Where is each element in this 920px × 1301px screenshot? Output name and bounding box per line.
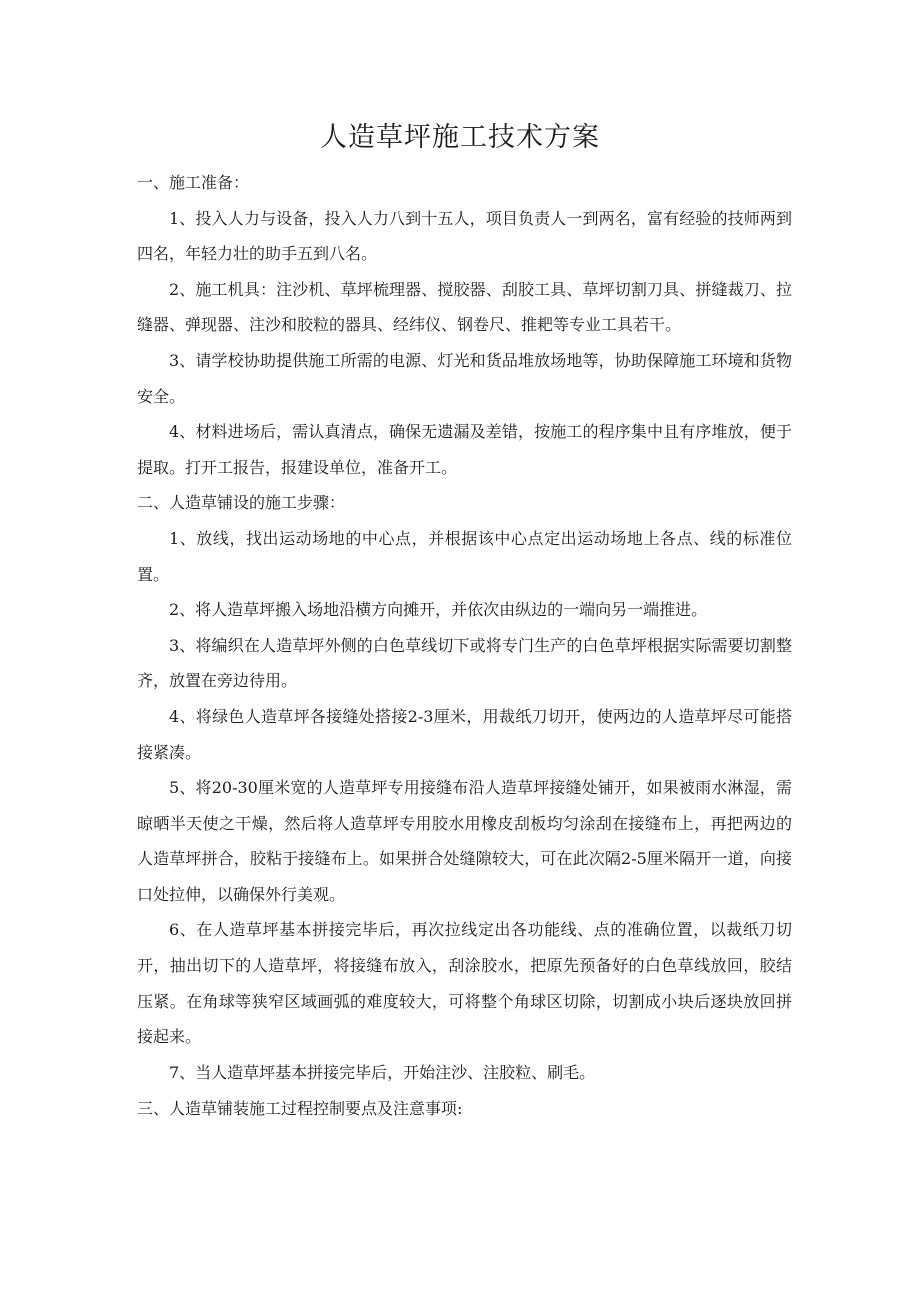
paragraph: 2、将人造草坪搬入场地沿横方向摊开，并依次由纵边的一端向另一端推进。	[169, 600, 708, 620]
paragraph: 4、材料进场后，需认真清点，确保无遗漏及差错，按施工的程序集中且有序堆放，便于提取。打开工报告，报建设单位，准备开工。	[137, 422, 792, 477]
paragraph: 7、当人造草坪基本拼接完毕后，开始注沙、注胶粒、刷毛。	[169, 1062, 596, 1082]
paragraph: 3、将编织在人造草坪外侧的白色草线切下或将专门生产的白色草坪根据实际需要切割整齐，放置在旁边待用。	[137, 635, 792, 691]
paragraph: 1、投入人力与设备，投入人力八到十五人，项目负责人一到两名，富有经验的技师两到四名，年轻力壮的助手五到八名。	[137, 208, 792, 264]
paragraph: 4、将绿色人造草坪各接缝处搭接2-3厘米，用裁纸刀切开，使两边的人造草坪尽可能搭接紧凑。	[137, 706, 792, 762]
document-title: 人造草坪施工技术方案	[320, 122, 600, 153]
section-heading: 三、人造草铺装施工过程控制要点及注意事项:	[137, 1099, 463, 1119]
paragraph: 5、将20-30厘米宽的人造草坪专用接缝布沿人造草坪接缝处铺开，如果被雨水淋湿，需晾晒半天使之干燥，然后将人造草坪专用胶水用橡皮刮板均匀涂刮在接缝布上，再把两边的人造草坪拼合，胶粘于接缝布上。如果拼合处缝隙较大，可在此次隔2-5厘米隔开一道，向接口处拉伸，以确保外行美观。	[137, 778, 792, 904]
paragraph: 6、在人造草坪基本拼接完毕后，再次拉线定出各功能线、点的准确位置，以裁纸刀切开，抽出切下的人造草坪，将接缝布放入，刮涂胶水，把原先预备好的白色草线放回，胶结压紧。在角球等狭窄区域画弧的难度较大，可将整个角球区切除，切割成小块后逐块放回拼接起来。	[137, 920, 792, 1047]
document-body	[137, 165, 792, 1127]
section-heading: 二、人造草铺设的施工步骤：	[137, 493, 346, 513]
paragraph: 1、放线，找出运动场地的中心点，并根据该中心点定出运动场地上各点、线的标准位置。	[137, 528, 792, 584]
paragraph: 2、施工机具：注沙机、草坪梳理器、搅胶器、刮胶工具、草坪切割刀具、拼缝裁刀、拉缝器、弹现器、注沙和胶粒的器具、经纬仪、钢卷尺、推耙等专业工具若干。	[137, 279, 792, 335]
paragraph: 3、请学校协助提供施工所需的电源、灯光和货品堆放场地等，协助保障施工环境和货物安全。	[137, 350, 792, 406]
section-heading: 一、施工准备：	[137, 173, 250, 192]
